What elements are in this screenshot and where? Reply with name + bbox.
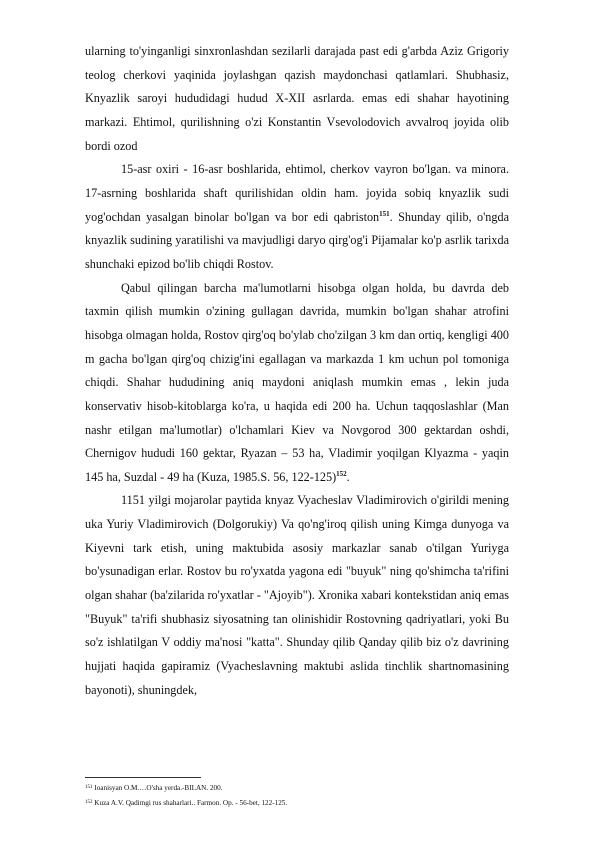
footnote-text: Ioanisyan O.M.…O'sha yerda.-BILAN. 200. (92, 784, 223, 792)
footnote-number: 152 (85, 800, 93, 805)
footnote-151 (85, 781, 509, 796)
paragraph-1-text: ularning to'yinganligi sinxronlashdan sezilarli darajada past edi g'arbda Aziz Grigoriy teolog cherkovi yaqinida joylashgan qazish maydonchasi qatlamlari. Shubhasiz, Knyazlik saroyi hududidagi hudud X-XII asrlarda. emas edi shahar hayotining markazi. Ehtimol, qurilishning o'zi Konstantin Vsevolodovich avvalroq joyida olib bordi ozod (85, 44, 509, 153)
footnote-separator (85, 777, 201, 778)
footnote-text: Kuza A.V. Qadimgi rus shaharlari.. Farmon. Op. - 56-bet, 122-125. (92, 799, 288, 807)
paragraph-4 (85, 489, 509, 702)
footnote-ref-152[interactable]: 152 (336, 469, 347, 478)
paragraph-2 (85, 158, 509, 276)
body-text (85, 40, 509, 702)
paragraph-3 (85, 277, 509, 490)
paragraph-3-tail: . (346, 469, 350, 484)
footnote-152 (85, 796, 509, 811)
footnote-number: 151 (85, 785, 93, 790)
paragraph-2-tail: . Shunday qilib, o'ngda knyazlik sudining yaratilishi va mavjudligi daryo qirg'og'i Pijamalar ko'p asrlik tarixda shunchaki epizod bo'lib chiqdi Rostov. (85, 209, 509, 271)
footnote-ref-151[interactable]: 151 (379, 209, 390, 218)
paragraph-3-text: Qabul qilingan barcha ma'lumotlarni hisobga olgan holda, bu davrda deb taxmin qilish mumkin o'zining gullagan davrida, mumkin bo'lgan shahar atrofini hisobga olmagan holda, Rostov qirg'oq bo'ylab cho'zilgan 3 km dan ortiq, kengligi 400 m gacha bo'lgan qirg'oq chizig'ini egallagan va markazda 1 km uchun pol tomoniga chiqdi. Shahar hududining aniq maydoni aniqlash mumkin emas , lekin juda konservativ hisob-kitoblarga ko'ra, u haqida edi 200 ha. Uchun taqqoslashlar (Man nashr etilgan ma'lumotlar) o'lchamlari Kiev va Novgorod 300 gektardan oshdi, Chernigov hududi 160 gektar, Ryazan – 53 ha, Vladimir yoqilgan Klyazma - yaqin 145 ha, Suzdal - 49 ha (Kuza, 1985.S. 56, 122-125) (85, 280, 509, 484)
paragraph-4-text: 1151 yilgi mojarolar paytida knyaz Vyacheslav Vladimirovich o'girildi mening uka Yuriy Vladimirovich (Dolgorukiy) Va qo'ng'iroq qilish uning Kimga dunyoga va Kiyevni tark etish, uning maktubida asosiy markazlar sanab o'tilgan Yuriyga bo'ysunadigan erlar. Rostov bu ro'yxatda yagona edi "buyuk" ning qo'shimcha ta'rifini olgan shahar (ba'zilarida ro'yxatlar - "Ajoyib"). Xronika xabari kontekstidan aniq emas "Buyuk" ta'rifi shubhasiz siyosatning tan olinishidir Rostovning qadriyatlari, yoki Bu so'z ishlatilgan V oddiy ma'nosi "katta". Shunday qilib Qanday qilib biz o'z davrining hujjati haqida gapiramiz (Vyacheslavning maktubi aslida tinchlik shartnomasining bayonoti), shuningdek, (85, 493, 509, 697)
footnotes (85, 781, 509, 811)
paragraph-1 (85, 40, 509, 158)
paragraph-2-text: 15-asr oxiri - 16-asr boshlarida, ehtimol, cherkov vayron bo'lgan. va minora. 17-asrning boshlarida shaft qurilishidan oldin ham. joyida sobiq knyazlik sudi yog'ochdan yasalgan binolar bo'lgan va bor edi qabriston (85, 162, 509, 224)
